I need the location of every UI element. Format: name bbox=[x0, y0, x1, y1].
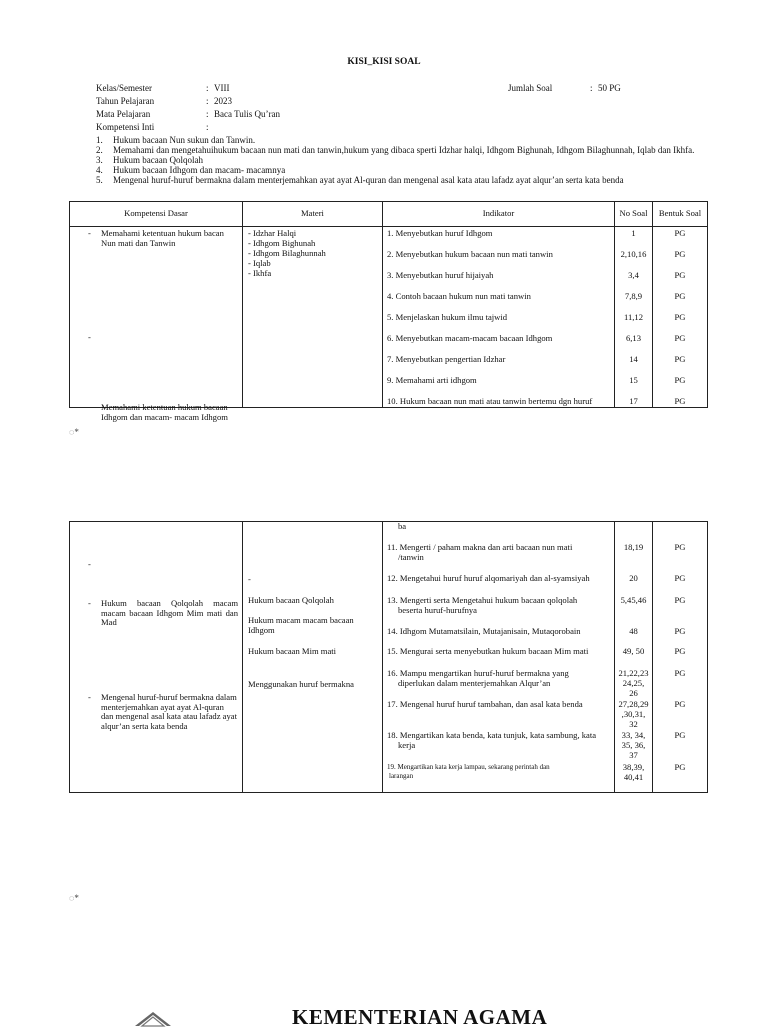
no-soal: 2,10,16 bbox=[620, 249, 647, 259]
no-soal: ,30,31, bbox=[621, 709, 646, 719]
no-soal: 17 bbox=[629, 396, 638, 406]
indikator-item: 5. Menjelaskan hukum ilmu tajwid bbox=[387, 312, 508, 322]
indikator-item: 13. Mengerti serta Mengetahui hukum bacaan qolqolah bbox=[387, 595, 578, 605]
bentuk-soal: PG bbox=[674, 762, 686, 772]
indikator-item: 11. Mengerti / paham makna dan arti bacaan nun mati bbox=[387, 542, 573, 552]
no-soal-cell bbox=[615, 522, 653, 793]
list-number: 4. bbox=[96, 164, 103, 175]
indikator-item-cont: kerja bbox=[398, 740, 416, 750]
no-soal: 33, 34, bbox=[621, 730, 646, 740]
list-number: 3. bbox=[96, 154, 103, 165]
page-break-mark: ◌* bbox=[69, 427, 79, 437]
meta-separator: : bbox=[206, 83, 209, 93]
list-text: Hukum bacaan Nun sukun dan Tanwin. bbox=[113, 135, 256, 145]
indikator-item: 12. Mengetahui huruf huruf alqomariyah dan al-syamsiyah bbox=[387, 573, 590, 583]
bentuk-soal: PG bbox=[674, 354, 686, 364]
kd-text: Hukum bacaan Qolqolah macam macam bacaan Idhgom Mim mati dan Mad bbox=[101, 598, 238, 628]
bullet: - bbox=[88, 559, 91, 569]
meta-mapel-label: Mata Pelajaran bbox=[96, 109, 151, 119]
kompetensi-inti-list bbox=[96, 135, 736, 184]
meta-jumlah-label: Jumlah Soal bbox=[508, 83, 553, 93]
indikator-item: 9. Memahami arti idhgom bbox=[387, 375, 477, 385]
indikator-item-cont: diperlukan dalam menterjemahkan Alqur’an bbox=[398, 678, 551, 688]
meta-kelas-value: VIII bbox=[214, 83, 230, 93]
indikator-item-cont: beserta huruf-hurufnya bbox=[398, 605, 477, 615]
header-materi: Materi bbox=[243, 202, 383, 227]
list-item bbox=[96, 175, 736, 185]
bentuk-soal-cell bbox=[653, 227, 708, 408]
materi-item: - Ikhfa bbox=[248, 268, 272, 278]
kd-cell bbox=[70, 522, 243, 793]
materi-item: - Idhgom Bilaghunnah bbox=[248, 248, 326, 258]
no-soal: 37 bbox=[629, 750, 638, 760]
indikator-item-cont: larangan bbox=[389, 772, 414, 780]
no-soal: 35, 36, bbox=[621, 740, 646, 750]
no-soal: 11,12 bbox=[623, 312, 644, 322]
materi-cell bbox=[243, 522, 383, 793]
list-item bbox=[96, 135, 736, 145]
no-soal-cell bbox=[615, 227, 653, 408]
materi-item: - Iqlab bbox=[248, 258, 271, 268]
materi-item: - Idhgom Bighunah bbox=[248, 238, 316, 248]
no-soal: 18,19 bbox=[623, 542, 644, 552]
list-text: Hukum bacaan Idhgom dan macam- macamnya bbox=[113, 164, 286, 175]
bentuk-soal: PG bbox=[674, 396, 686, 406]
footer-heading: KEMENTERIAN AGAMA bbox=[292, 1005, 548, 1029]
materi-item: Hukum bacaan Mim mati bbox=[248, 646, 337, 656]
bentuk-soal: PG bbox=[674, 730, 686, 740]
indikator-item: 2. Menyebutkan hukum bacaan nun mati tanwin bbox=[387, 249, 553, 259]
list-number: 5. bbox=[96, 174, 103, 185]
list-text: Mengenal huruf-huruf bermakna dalam menterjemahkan ayat ayat Al-quran dan mengenal asal kata atau lafadz ayat alqur’an serta kata benda bbox=[113, 174, 624, 185]
header-kompetensi-dasar: Kompetensi Dasar bbox=[70, 202, 243, 227]
indikator-item: 1. Menyebutkan huruf Idhgom bbox=[387, 228, 493, 238]
no-soal: 21,22,23 bbox=[618, 668, 649, 678]
indikator-item: 18. Mengartikan kata benda, kata tunjuk, kata sambung, kata bbox=[387, 730, 597, 740]
kd-text: Memahami ketentuan hukum bacaan Idhgom dan macam- macam Idhgom bbox=[101, 402, 228, 422]
indikator-item: 19. Mengartikan kata kerja lampau, sekarang perintah dan bbox=[387, 763, 550, 771]
bentuk-soal: PG bbox=[674, 699, 686, 709]
kisi-table-2 bbox=[69, 521, 708, 793]
indikator-fragment: ba bbox=[398, 521, 407, 531]
bentuk-soal: PG bbox=[674, 542, 686, 552]
indikator-item: 10. Hukum bacaan nun mati atau tanwin bertemu dgn huruf bbox=[387, 396, 593, 406]
no-soal: 40,41 bbox=[623, 772, 644, 782]
indikator-item: 4. Contoh bacaan hukum nun mati tanwin bbox=[387, 291, 531, 301]
bentuk-soal: PG bbox=[674, 291, 686, 301]
meta-ki-label: Kompetensi Inti bbox=[96, 122, 155, 132]
indikator-cell bbox=[383, 227, 615, 408]
list-text: Memahami dan mengetahuihukum bacaan nun mati dan tanwin,hukum yang dibaca sperti Idzhar halqi, Idhgom Bighunah, Idhgom Bilaghunnah, Iqlab dan Ikhfa. bbox=[113, 144, 695, 155]
no-soal: 48 bbox=[629, 626, 638, 636]
page-break-mark: ◌* bbox=[69, 893, 79, 903]
header-no-soal: No Soal bbox=[615, 202, 653, 227]
kd-text: Memahami ketentuan hukum bacan Nun mati dan Tanwin bbox=[101, 228, 224, 248]
no-soal: 1 bbox=[631, 228, 636, 238]
bentuk-soal: PG bbox=[674, 595, 686, 605]
ministry-logo-icon bbox=[132, 1010, 174, 1030]
bentuk-soal: PG bbox=[674, 646, 686, 656]
meta-kelas-label: Kelas/Semester bbox=[96, 83, 152, 93]
indikator-item: 14. Idhgom Mutamatsilain, Mutajanisain, Mutaqorobain bbox=[387, 626, 581, 636]
materi-item: - bbox=[248, 574, 251, 584]
kisi-table-1 bbox=[69, 201, 708, 422]
bentuk-soal: PG bbox=[674, 228, 686, 238]
bentuk-soal: PG bbox=[674, 626, 686, 636]
indikator-item: 16. Mampu mengartikan huruf-huruf bermakna yang bbox=[387, 668, 569, 678]
kd-text: Mengenal huruf-huruf bermakna dalam menterjemahkan ayat ayat Al-quran dan mengenal asal kata atau lafadz ayat alqur’an serta kata benda bbox=[101, 692, 237, 731]
list-item bbox=[96, 145, 736, 155]
no-soal: 15 bbox=[629, 375, 638, 385]
indikator-item: 15. Mengurai serta menyebutkan hukum bacaan Mim mati bbox=[387, 646, 589, 656]
bullet: - bbox=[88, 598, 91, 608]
meta-separator: : bbox=[206, 122, 209, 132]
no-soal: 27,28,29 bbox=[618, 699, 649, 709]
bullet: - bbox=[88, 332, 91, 342]
bentuk-soal: PG bbox=[674, 249, 686, 259]
no-soal: 6,13 bbox=[625, 333, 642, 343]
no-soal: 38,39, bbox=[622, 762, 645, 772]
bullet: - bbox=[88, 228, 91, 238]
meta-separator: : bbox=[590, 83, 593, 93]
bentuk-soal: PG bbox=[674, 312, 686, 322]
materi-item: Hukum macam macam bacaan Idhgom bbox=[248, 615, 354, 635]
no-soal: 32 bbox=[629, 719, 638, 729]
header-indikator: Indikator bbox=[383, 202, 615, 227]
meta-mapel-value: Baca Tulis Qu’ran bbox=[214, 109, 280, 119]
no-soal: 24,25, bbox=[622, 678, 645, 688]
bentuk-soal-cell bbox=[653, 522, 708, 793]
document-title: KISI_KISI SOAL bbox=[347, 57, 421, 67]
indikator-cell bbox=[383, 522, 615, 793]
indikator-item: 3. Menyebutkan huruf hijaiyah bbox=[387, 270, 494, 280]
materi-cell bbox=[243, 227, 383, 408]
no-soal: 7,8,9 bbox=[624, 291, 643, 301]
list-number: 2. bbox=[96, 144, 103, 155]
list-item bbox=[96, 165, 736, 175]
materi-item: Hukum bacaan Qolqolah bbox=[248, 595, 334, 605]
bentuk-soal: PG bbox=[674, 375, 686, 385]
no-soal: 26 bbox=[629, 688, 638, 698]
meta-jumlah-value: 50 PG bbox=[598, 83, 621, 93]
no-soal: 49, 50 bbox=[622, 646, 645, 656]
no-soal: 3,4 bbox=[628, 270, 639, 280]
no-soal: 5,45,46 bbox=[620, 595, 647, 605]
bentuk-soal: PG bbox=[674, 270, 686, 280]
indikator-item: 7. Menyebutkan pengertian Idzhar bbox=[387, 354, 506, 364]
header-bentuk-soal: Bentuk Soal bbox=[653, 202, 708, 227]
materi-item: - Idzhar Halqi bbox=[248, 228, 297, 238]
meta-tahun-value: 2023 bbox=[214, 96, 232, 106]
materi-item: Menggunakan huruf bermakna bbox=[248, 679, 354, 689]
meta-separator: : bbox=[206, 109, 209, 119]
indikator-item: 6. Menyebutkan macam-macam bacaan Idhgom bbox=[387, 333, 553, 343]
bullet: - bbox=[88, 692, 91, 702]
list-item bbox=[96, 155, 736, 165]
indikator-item: 17. Mengenal huruf huruf tambahan, dan asal kata benda bbox=[387, 699, 583, 709]
indikator-item-cont: /tanwin bbox=[398, 552, 424, 562]
kd-cell bbox=[70, 227, 243, 422]
meta-tahun-label: Tahun Pelajaran bbox=[96, 96, 155, 106]
bentuk-soal: PG bbox=[674, 573, 686, 583]
no-soal: 20 bbox=[629, 573, 638, 583]
bentuk-soal: PG bbox=[674, 333, 686, 343]
list-text: Hukum bacaan Qolqolah bbox=[113, 154, 203, 165]
no-soal: 14 bbox=[629, 354, 638, 364]
meta-separator: : bbox=[206, 96, 209, 106]
list-number: 1. bbox=[96, 135, 103, 145]
bentuk-soal: PG bbox=[674, 668, 686, 678]
